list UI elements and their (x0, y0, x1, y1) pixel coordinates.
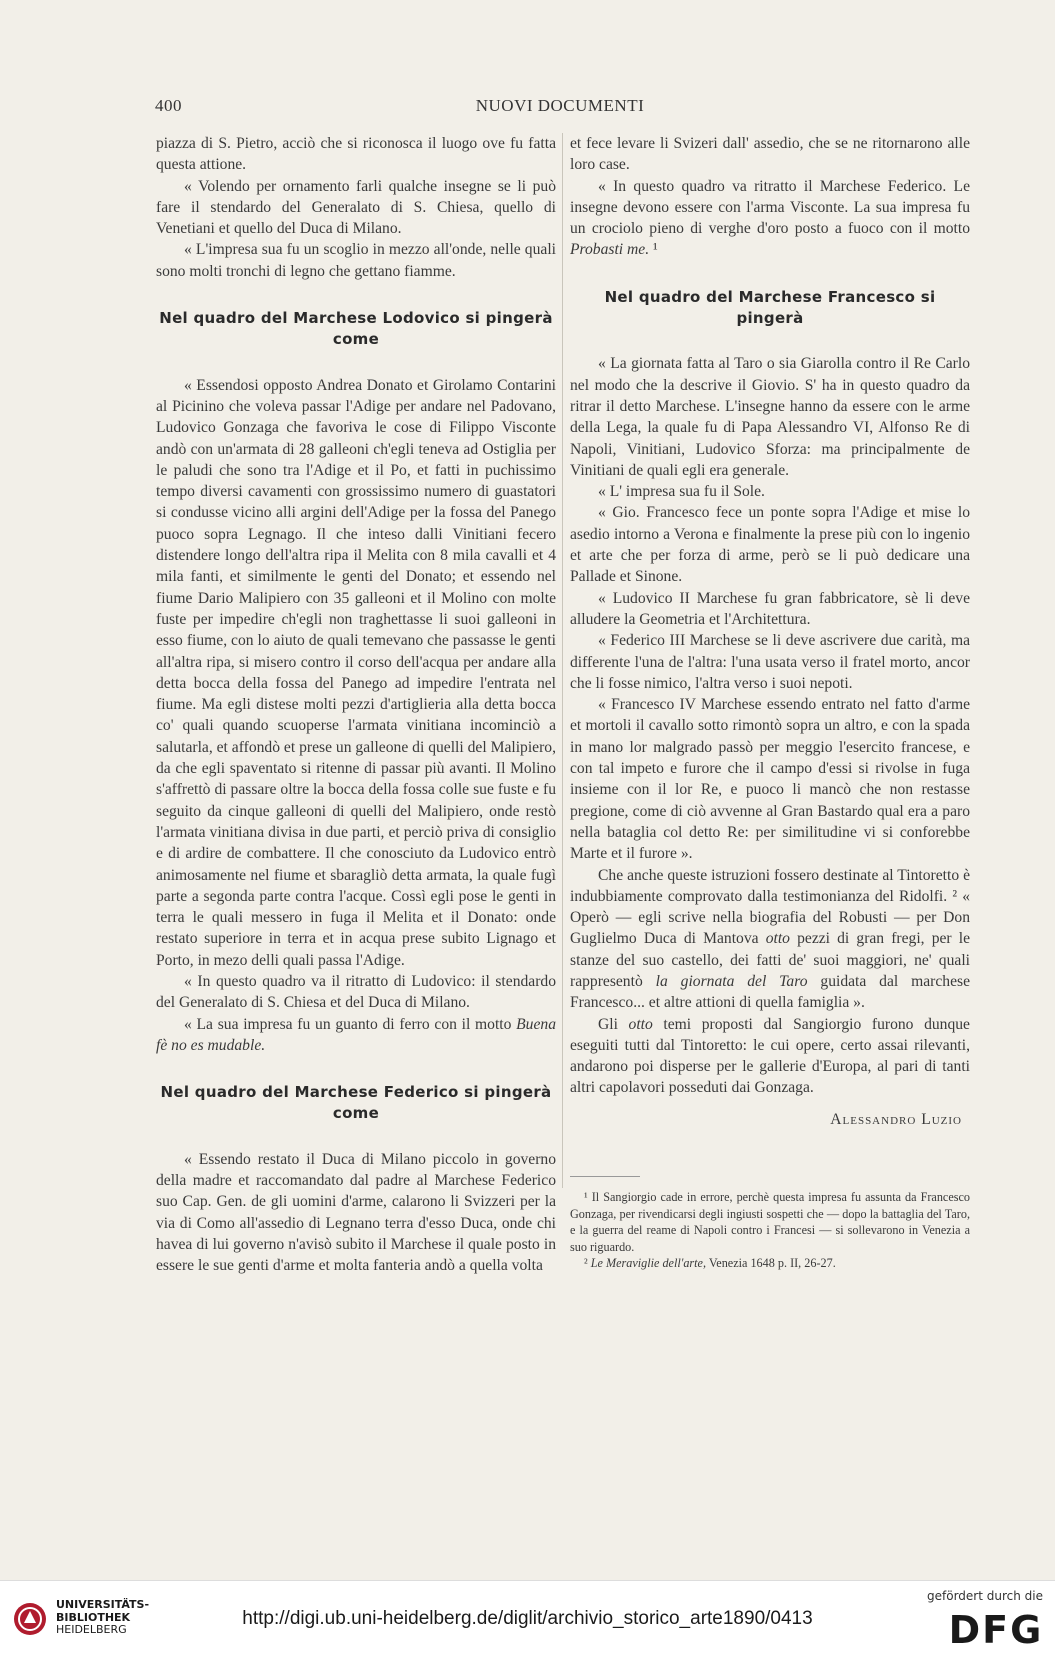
dfg-logo-text: DFG (948, 1608, 1044, 1649)
footnote-separator (570, 1176, 640, 1177)
library-line: UNIVERSITÄTS- (56, 1598, 150, 1611)
motto: Buena fè no es mudable. (156, 1015, 556, 1054)
paragraph-text: guidata dal marchese Francesco... et altre attioni di quella famiglia ». (570, 972, 970, 1012)
paragraph: « Federico III Marchese se li deve ascrivere due carità, ma differente l'una de l'altra: l'una usata verso il fratel morto, ancor che li fosse nimico, l'altra verso i suoi nepoti. (570, 632, 970, 692)
paragraph-text: pezzi di gran fregi, per le stanze del suo castello, dei fatti de' suoi maggiori, ne' quali rappresentò (570, 930, 970, 990)
paragraph: piazza di S. Pietro, acciò che si riconosca il luogo ove fu fatta questa attione. (156, 135, 556, 174)
paragraph: et fece levare li Svizeri dall' assedio, che se ne ritornarono alle loro case. (570, 135, 970, 174)
paragraph-text: Gli (598, 1015, 618, 1033)
paragraph: « Francesco IV Marchese essendo entrato nel fatto d'arme et mortoli il cavallo sotto rimontò sopra un altro, e con la spada in mano lor malgrado passò per meggio l'esercito francese, e con tal impeto e furore che il campo d'essi si rivolse in fuga insieme con il lor Re, e puoco li mancò che non restasse pregione, come di ciò avvenne al Gran Bastardo qual era a paro nella bataglia col detto Re: per similitudine vi si conforebbe Marte et il furore ». (570, 696, 970, 863)
footnote-text: Venezia 1648 p. II, 26-27. (706, 1256, 836, 1271)
paragraph: « La giornata fatta al Taro o sia Giarolla contro il Re Carlo nel modo che la descrive il Giovio. S' ha in questo quadro da ritrar il detto Marchese. L'insegne hanno da essere con le arme della Lega, la quale fu di Papa Alessandro VI, Alfonso Re di Napoli, Vinitiani, Ludovico Sforza: ma principalmente de Vinitiani de quali egli era generale. (570, 355, 970, 479)
column-divider (562, 133, 563, 1188)
emphasis: la giornata del Taro (655, 972, 808, 990)
paragraph: « Ludovico II Marchese fu gran fabbricatore, sè li deve alludere la Geometria et l'Architettura. (570, 589, 970, 628)
section-heading: Nel quadro del Marchese Federico si pingerà come (160, 1083, 552, 1123)
emphasis: otto (765, 930, 790, 948)
page-number: 400 (155, 96, 182, 115)
paragraph (570, 1014, 970, 1099)
paragraph (570, 865, 970, 1014)
footnote-title: Le Meraviglie dell'arte, (590, 1256, 707, 1271)
viewer-footer (0, 1580, 1055, 1659)
permalink-url[interactable]: http://digi.ub.uni-heidelberg.de/diglit/archivio_storico_arte1890/0413 (242, 1608, 813, 1629)
dfg-logo-icon (947, 1607, 1045, 1649)
section-heading: Nel quadro del Marchese Francesco si pingerà (604, 287, 936, 328)
library-line: BIBLIOTHEK (56, 1610, 131, 1624)
left-column (156, 133, 556, 1277)
paragraph: « Gio. Francesco fece un ponte sopra l'Adige et mise lo asedio intorno a Verona e finalmente la prese più con lo ingenio et arte che per forza di arme, però se li può dedicare una Pallade et Sinone. (570, 504, 970, 586)
footnote-ref: ¹ (649, 241, 658, 259)
paragraph (156, 1014, 556, 1057)
running-title: NUOVI DOCUMENTI (475, 96, 645, 115)
paragraph: « L' impresa sua fu il Sole. (598, 483, 765, 501)
paragraph-text: « La sua impresa fu un guanto di ferro con il motto (184, 1015, 512, 1033)
footnote: ¹ Il Sangiorgio cade in errore, perchè questa impresa fu assunta da Francesco Gonzaga, per rivendicarsi degli ingiusti sospetti che — dopo la battaglia del Taro, e la guerra del reame di Napoli contro i Francesi — si sollevarono in Venezia a suo riguardo. (570, 1190, 970, 1254)
section-heading: Nel quadro del Marchese Lodovico si pingerà come (159, 309, 553, 349)
sponsor-label: gefördert durch die (927, 1589, 1043, 1603)
footnote-mark: ² (584, 1256, 591, 1271)
author-signature: Alessandro Luzio (830, 1110, 962, 1128)
paragraph: « Essendo restato il Duca di Milano piccolo in governo della madre et raccomandato dal padre al Marchese Federico suo Cap. Gen. de gli uomini d'arme, calarono li Svizzeri per la via di Como all'assedio di Legnano terra d'esso Duca, onde chi havea di lui governo n'avisò subito il Marchese il quale posto in essere le sue genti d'arme et molta fanteria andò a quella volta (156, 1150, 556, 1275)
paragraph: « Volendo per ornamento farli qualche insegne se li può fare il stendardo del Generalato di S. Chiesa, quello di Venetiani et quello del Duca di Milano. (156, 177, 556, 238)
paragraph-text: temi proposti dal Sangiorgio furono dunque eseguiti tutti dal Tintoretto: le cui opere, certo assai rilevanti, andarono poi disperse per le gallerie d'Europa, al pari di tanti altri capolavori posseduti dai Gonzaga. (570, 1015, 970, 1097)
paragraph-text: Che anche queste istruzioni fossero destinate al Tintoretto è indubbiamente comprovato dalla testimonianza del Ridolfi. ² « Operò — egli scrive nella biografia del Robusti — per Don Guglielmo Duca di Mantova (570, 866, 970, 948)
emphasis: otto (628, 1015, 653, 1033)
motto: Probasti me. (570, 241, 650, 259)
right-column (570, 133, 970, 1272)
paragraph-text: « In questo quadro va ritratto il Marchese Federico. Le insegne devono essere con l'arma Visconte. La sua impresa fu un crociolo pieno di verghe d'oro posto a fuoco con il motto (570, 177, 970, 238)
paragraph: « L'impresa sua fu un scoglio in mezzo all'onde, nelle quali sono molti tronchi di legno che gettano fiamme. (156, 241, 556, 280)
paragraph: « In questo quadro va il ritratto di Ludovico: il stendardo del Generalato di S. Chiesa et del Duca di Milano. (156, 972, 556, 1012)
paragraph: « Essendosi opposto Andrea Donato et Girolamo Contarini al Picinino che voleva passar l'Adige per andare nel Padovano, Ludovico Gonzaga che favoriva le cose di Filippo Visconte andò con un'armata di 28 galleoni ch'egli teneva ad Ostiglia per le paludi che sono tra l'Adige et il Po, et fatti in puchissimo tempo diversi cavamenti con grossissimo numero di guastatori si condusse vicino alli argini dell'Adige per la fossa del Panego puoco sopra Legnago. Il che inteso dalli Vinitiani fecero distendere longo dell'altra ripa il Melita con 8 mila cavalli et 4 mila fanti, et similmente le genti del Donato; et essendo nel fiume Dario Malipiero con 35 galleoni et il Molino con molte fuste per impedire ch'egli non traghettasse li suoi galleoni in esso fiume, con lo aiuto de quali temevano che passasse le genti all'altra ripa, si misero contro il corso dell'acqua per andare alla detta bocca della fossa del Panego ad impedire l'entrata nel fiume. Ma egli distese molti pezzi d'artiglieria alla detta bocca co' quali quando scuoperse l'armata vinitiana incominciò a salutarla, et affondò et prese un galleone di quelli del Malipiero, da che egli spaventato si ritenne di passar più avanti. Il Molino s'affrettò di passare oltre la bocca della fossa colle sue fuste e fu seguito da cinque galleoni di quelli del Malipiero, onde restò l'armata vinitiana divisa in due parti, et perciò priva di consiglio e di ardire de combattere. Il che conosciuto da Ludovico entrò animosamente nel fiume et sbaragliò detta armata, la quale fugì parte a segonda parte contra l'acque. Cossì egli pose le genti in terra le quali messero in fuga il Melita et il Donato: onde restato superiore in terra et in acqua prese subito Lignago et Porto, in mezo delli quali passa l'Adige. (156, 376, 556, 969)
library-line: HEIDELBERG (56, 1623, 127, 1636)
paragraph (570, 176, 970, 261)
footnote (570, 1255, 970, 1272)
